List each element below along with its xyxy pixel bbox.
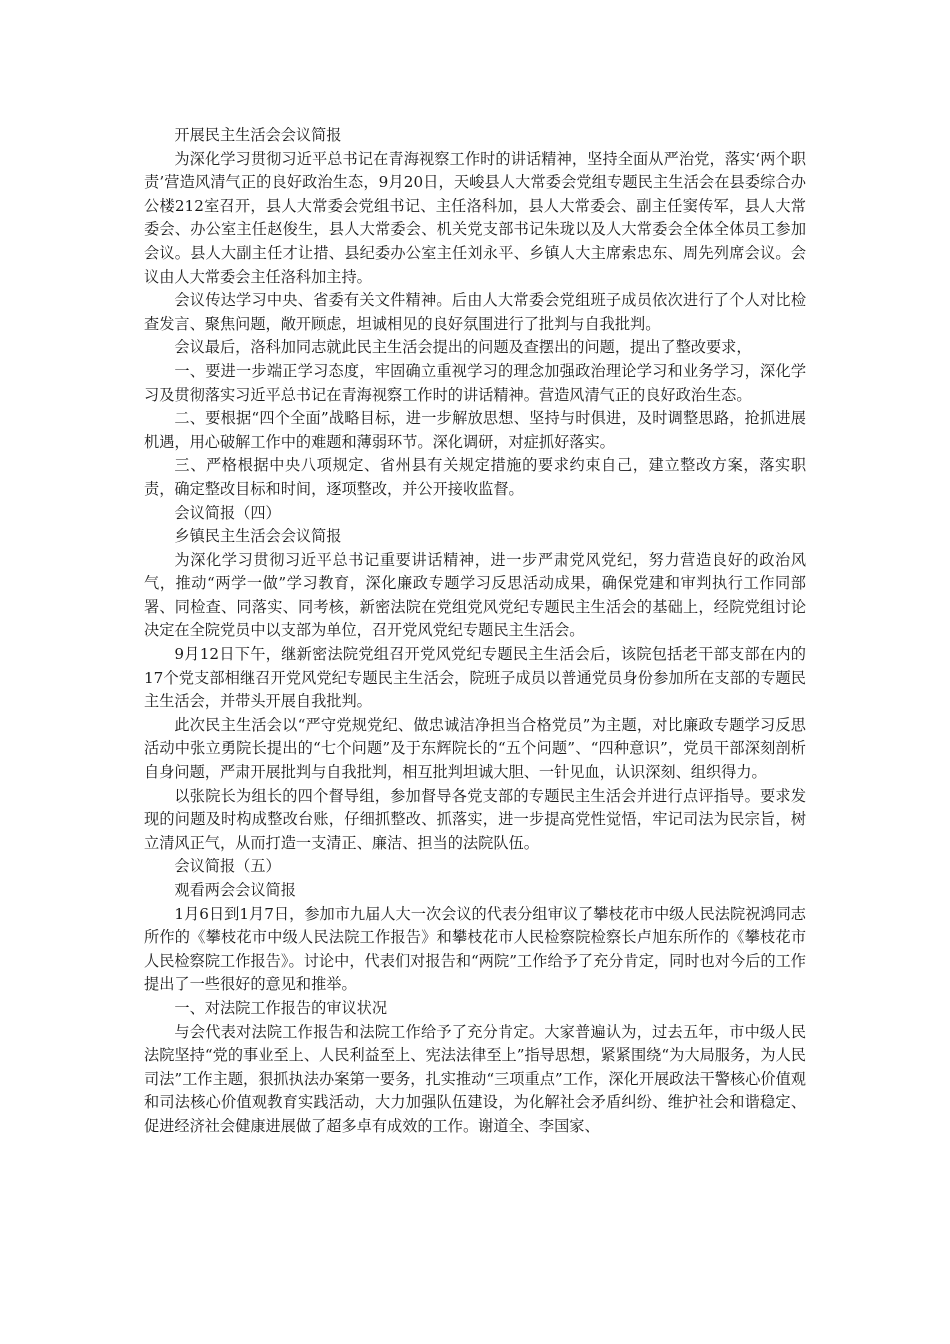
paragraph: 二、要根据“四个全面”战略目标，进一步解放思想、坚持与时俱进，及时调整思路，抢抓进展机遇，用心破解工作中的难题和薄弱环节。深化调研，对症抓好落实。 <box>144 409 806 451</box>
paragraph: 会议最后，洛科加同志就此民主生活会提出的问题及查摆出的问题，提出了整改要求， <box>174 338 752 357</box>
document-title: 开展民主生活会会议简报 <box>174 126 342 144</box>
section-title: 乡镇民主生活会会议简报 <box>174 527 342 546</box>
subheading: 一、对法院工作报告的审议状况 <box>174 998 388 1017</box>
paragraph: 会议传达学习中央、省委有关文件精神。后由人大常委会党组班子成员依次进行了个人对比检查发言、聚焦问题，敞开顾虑，坦诚相见的良好氛围进行了批判与自我批判。 <box>144 291 806 333</box>
section-heading: 会议简报（五） <box>174 857 281 876</box>
paragraph: 与会代表对法院工作报告和法院工作给予了充分肯定。大家普遍认为，过去五年，市中级人民法院坚持“党的事业至上、人民利益至上、宪法法律至上”指导思想，紧紧围绕“为大局服务，为人民司法”工作主题，狠抓执法办案第一要务，扎实推动“三项重点”工作，深化开展政法干警核心价值观和司法核心价值观教育实践活动，大力加强队伍建设，为化解社会矛盾纠纷、维护社会和谐稳定、促进经济社会健康进展做了超多卓有成效的工作。谢道全、李国家、 <box>144 1022 806 1135</box>
paragraph: 此次民主生活会以“严守党规党纪、做忠诚洁净担当合格党员”为主题，对比廉政专题学习反思活动中张立勇院长提出的“七个问题”及于东辉院长的“五个问题”、“四种意识”，党员干部深刻剖析自身问题，严肃开展批判与自我批判，相互批判坦诚大胆、一针见血，认识深刻、组织得力。 <box>144 715 806 782</box>
document-body <box>144 124 806 1139</box>
paragraph: 以张院长为组长的四个督导组，参加督导各党支部的专题民主生活会并进行点评指导。要求发现的问题及时构成整改台账，仔细抓整改、抓落实，进一步提高党性觉悟，牢记司法为民宗旨，树立清风正气，从而打造一支清正、廉洁、担当的法院队伍。 <box>144 786 806 852</box>
paragraph: 三、严格根据中央八项规定、省州县有关规定措施的要求约束自己，建立整改方案，落实职责，确定整改目标和时间，逐项整改，并公开接收监督。 <box>144 456 806 498</box>
paragraph: 为深化学习贯彻习近平总书记在青海视察工作时的讲话精神，坚持全面从严治党，落实‘两个职责’营造风清气正的良好政治生态，9月20日，天峻县人大常委会党组专题民主生活会在县委综合办公楼212室召开，县人大常委会党组书记、主任洛科加，县人大常委会、副主任窦传军，县人大常委会、办公室主任赵俊生，县人大常委会、机关党支部书记朱珑以及人大常委会全体全体员工参加会议。县人大副主任才让措、县纪委办公室主任刘永平、乡镇人大主席索忠东、周先列席会议。会议由人大常委会主任洛科加主持。 <box>144 149 806 286</box>
paragraph: 为深化学习贯彻习近平总书记重要讲话精神，进一步严肃党风党纪，努力营造良好的政治风气，推动“两学一做”学习教育，深化廉政专题学习反思活动成果，确保党建和审判执行工作同部署、同检查、同落实、同考核，新密法院在党组党风党纪专题民主生活会的基础上，经院党组讨论决定在全院党员中以支部为单位，召开党风党纪专题民主生活会。 <box>144 550 806 640</box>
section-title: 观看两会会议简报 <box>174 881 296 899</box>
paragraph: 一、要进一步端正学习态度，牢固确立重视学习的理念加强政治理论学习和业务学习，深化学习及贯彻落实习近平总书记在青海视察工作时的讲话精神。营造风清气正的良好政治生态。 <box>144 361 806 404</box>
paragraph: 9月12日下午，继新密法院党组召开党风党纪专题民主生活会后，该院包括老干部支部在内的17个党支部相继召开党风党纪专题民主生活会，院班子成员以普通党员身份参加所在支部的专题民主生活会，并带头开展自我批判。 <box>144 645 806 711</box>
section-heading: 会议简报（四） <box>174 503 281 522</box>
paragraph: 1月6日到1月7日，参加市九届人大一次会议的代表分组审议了攀枝花市中级人民法院祝鸿同志所作的《攀枝花市中级人民法院工作报告》和攀枝花市人民检察院检察长卢旭东所作的《攀枝花市人民检察院工作报告》。讨论中，代表们对报告和“两院”工作给予了充分肯定，同时也对今后的工作提出了一些很好的意见和推举。 <box>144 904 806 994</box>
